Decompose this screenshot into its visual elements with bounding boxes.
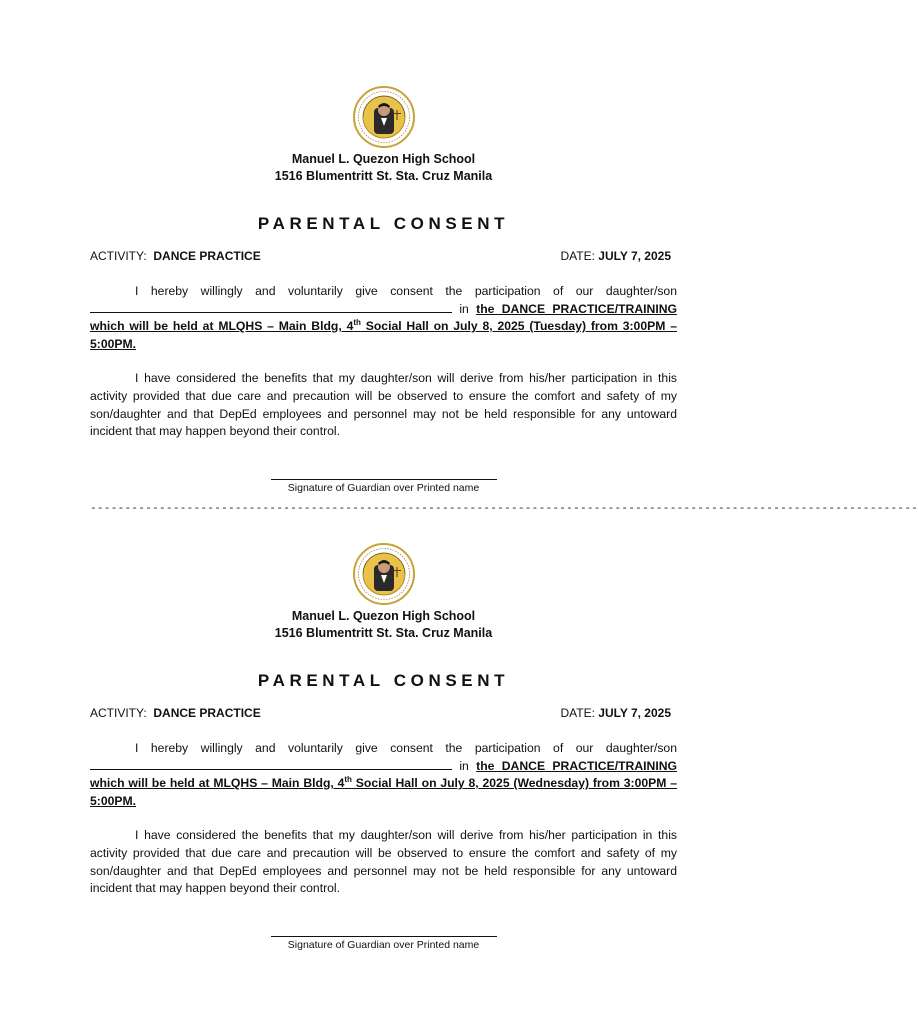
event-details-a: the DANCE PRACTICE/TRAINING which will be held at MLQHS – Main Bldg, 4	[90, 758, 677, 791]
consent-intro: I hereby willingly and voluntarily give consent the participation of our daughter/son	[135, 284, 677, 298]
date-label: DATE:	[560, 706, 595, 720]
consent-in: in	[459, 758, 469, 773]
signature-line[interactable]	[271, 479, 497, 480]
school-seal-logo	[353, 543, 415, 605]
signature-line[interactable]	[271, 936, 497, 937]
activity-value: DANCE PRACTICE	[153, 706, 261, 720]
benefits-paragraph	[90, 370, 677, 440]
event-details-b: Social Hall on July 8, 2025 (Wednesday) from 3:00PM – 5:00PM.	[90, 776, 678, 808]
consent-form-1	[90, 86, 677, 494]
date-label: DATE:	[560, 249, 595, 263]
event-details-b: Social Hall on July 8, 2025 (Tuesday) from 3:00PM – 5:00PM.	[90, 319, 677, 351]
activity-date-row	[90, 706, 677, 722]
activity-value: DANCE PRACTICE	[153, 249, 261, 263]
form-title: PARENTAL CONSENT	[257, 214, 510, 233]
consent-intro: I hereby willingly and voluntarily give consent the participation of our daughter/son	[135, 741, 677, 755]
cut-line-divider: ------------------------------------------------------------------------------------------------------------------------	[90, 503, 918, 515]
event-details-sup: th	[344, 775, 352, 785]
date-value: JULY 7, 2025	[598, 249, 671, 263]
school-name: Manuel L. Quezon High School	[291, 609, 476, 623]
consent-form-2	[90, 543, 677, 951]
consent-in: in	[459, 301, 469, 316]
form-title: PARENTAL CONSENT	[257, 671, 510, 690]
benefits-text: I have considered the benefits that my daughter/son will derive from his/her participation in this activity provided that due care and precaution will be observed to ensure the comfort and safety of my son/daughter and that DepEd employees and personnel may not be held responsible for any untoward incident that may happen beyond their control.	[90, 371, 677, 439]
school-seal-logo	[353, 86, 415, 148]
benefits-text: I have considered the benefits that my daughter/son will derive from his/her participation in this activity provided that due care and precaution will be observed to ensure the comfort and safety of my son/daughter and that DepEd employees and personnel may not be held responsible for any untoward incident that may happen beyond their control.	[90, 828, 677, 896]
date-value: JULY 7, 2025	[598, 706, 671, 720]
event-details-sup: th	[353, 318, 361, 328]
student-name-blank[interactable]	[90, 301, 452, 313]
activity-date-row	[90, 249, 677, 265]
signature-label: Signature of Guardian over Printed name	[287, 481, 480, 494]
student-name-blank[interactable]	[90, 758, 452, 770]
activity-label: ACTIVITY:	[90, 249, 147, 263]
date-field	[560, 249, 671, 265]
date-field	[560, 706, 671, 722]
event-details-a: the DANCE PRACTICE/TRAINING which will be held at MLQHS – Main Bldg, 4	[90, 301, 677, 334]
signature-block	[271, 479, 497, 494]
activity-field	[90, 249, 261, 265]
benefits-paragraph	[90, 827, 677, 897]
consent-paragraph	[90, 283, 677, 353]
school-address: 1516 Blumentritt St. Sta. Cruz Manila	[274, 626, 493, 640]
signature-label: Signature of Guardian over Printed name	[287, 938, 480, 951]
school-name: Manuel L. Quezon High School	[291, 152, 476, 166]
signature-block	[271, 936, 497, 951]
activity-label: ACTIVITY:	[90, 706, 147, 720]
school-address: 1516 Blumentritt St. Sta. Cruz Manila	[274, 169, 493, 183]
consent-paragraph	[90, 740, 677, 810]
activity-field	[90, 706, 261, 722]
